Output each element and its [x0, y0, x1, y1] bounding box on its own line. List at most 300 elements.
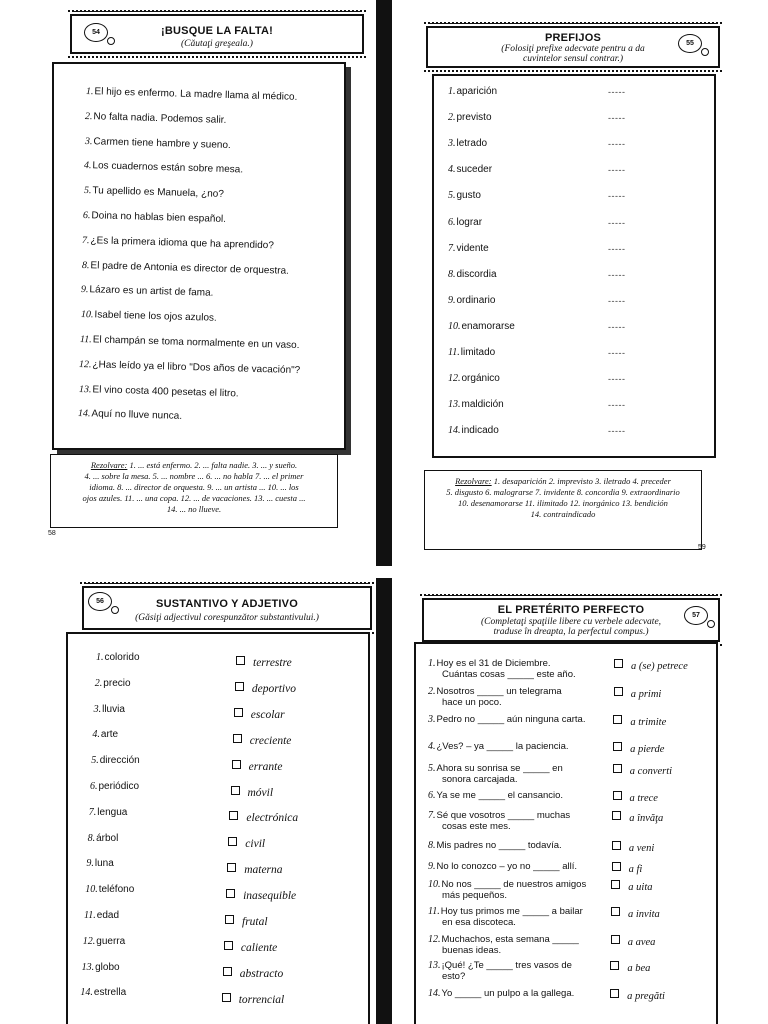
- item-text: Los cuadernos están sobre mesa.: [92, 160, 244, 176]
- answer-blank[interactable]: -----: [608, 321, 626, 332]
- answer-box: [424, 470, 702, 550]
- item-text: indicado: [461, 425, 499, 437]
- item-number: 13.: [428, 960, 441, 971]
- verb-option[interactable]: [614, 687, 662, 700]
- verb-text: a avea: [627, 937, 656, 948]
- adjective-option[interactable]: [236, 656, 292, 669]
- checkbox[interactable]: [610, 961, 619, 970]
- item-number: 11.: [448, 347, 460, 358]
- adjective-text: creciente: [249, 734, 292, 747]
- verb-text: a învăţa: [629, 813, 664, 824]
- answer-label: Rezolvare:: [455, 476, 492, 486]
- sentence-line: [428, 988, 634, 999]
- verb-text: a trimite: [630, 717, 667, 728]
- answer-line: 5. disgusto 6. malograrse 7. invidente 8. concordia 9. extraordinario: [446, 487, 680, 497]
- item-number: 3.: [93, 703, 102, 715]
- item-text: vidente: [456, 242, 489, 254]
- page-sustantivo-y-adjetivo: [0, 578, 376, 1024]
- sentence-item: [428, 988, 634, 999]
- answer-box: [50, 454, 338, 528]
- answer-blank[interactable]: -----: [608, 191, 626, 202]
- adjective-option[interactable]: [231, 786, 274, 799]
- item-number: 8.: [81, 259, 90, 271]
- verb-option[interactable]: [612, 862, 643, 875]
- item-number: 1.: [428, 658, 436, 669]
- list-item: [448, 347, 495, 358]
- verb-text: a invita: [628, 909, 660, 920]
- sentence-line: [428, 960, 634, 971]
- verb-option[interactable]: [611, 935, 656, 948]
- answer-line: 14. ... no llueve.: [166, 504, 222, 514]
- item-text: No falta nadia. Podemos salir.: [93, 111, 227, 126]
- item-text: guerra: [96, 935, 126, 947]
- checkbox[interactable]: [613, 791, 622, 800]
- adjective-text: torrencial: [238, 993, 285, 1006]
- item-number: 14.: [448, 425, 461, 437]
- checkbox[interactable]: [611, 907, 620, 916]
- adjective-option[interactable]: [233, 734, 292, 747]
- noun-item: [92, 729, 118, 740]
- item-text: precio: [103, 677, 131, 689]
- page-prefijos: [392, 0, 768, 566]
- sentence-line: [428, 741, 634, 752]
- section-title: PREFIJOS: [544, 32, 601, 44]
- item-number: 12.: [82, 935, 96, 947]
- page-badge: 57: [684, 606, 708, 625]
- item-text: Aquí no lluve nunca.: [91, 408, 183, 423]
- checkbox[interactable]: [612, 811, 621, 820]
- page-badge: 55: [678, 34, 702, 53]
- sentence-item: [428, 810, 634, 832]
- adjective-text: deportivo: [251, 682, 296, 695]
- item-number: 5.: [83, 185, 92, 197]
- item-number: 11.: [428, 906, 440, 917]
- verb-option[interactable]: [613, 764, 672, 777]
- checkbox[interactable]: [222, 993, 231, 1002]
- sentence-continuation: más pequeños.: [442, 890, 507, 901]
- adjective-text: errante: [248, 760, 283, 773]
- page-badge: 54: [84, 23, 108, 42]
- item-number: 14.: [78, 408, 91, 420]
- item-text: periódico: [98, 781, 140, 792]
- checkbox[interactable]: [227, 863, 236, 872]
- item-text: ordinario: [456, 294, 496, 306]
- item-number: 5.: [91, 755, 99, 767]
- item-number: 11.: [79, 334, 92, 346]
- item-text: ¿Has leído ya el libro "Dos años de vacación"?: [92, 359, 301, 376]
- checkbox[interactable]: [610, 989, 619, 998]
- answer-blank[interactable]: -----: [608, 269, 626, 280]
- answer-line: 14. contraindicado: [530, 509, 596, 519]
- adjective-option[interactable]: [232, 760, 283, 773]
- checkbox[interactable]: [612, 862, 621, 871]
- item-number: 5.: [428, 763, 436, 774]
- sentence-text: ¿Ves? – ya _____ la paciencia.: [436, 741, 569, 752]
- sentence-text: Yo _____ un pulpo a la gallega.: [441, 988, 575, 999]
- verb-text: a primi: [630, 689, 662, 700]
- adjective-option[interactable]: [222, 993, 285, 1006]
- sentence-item: [428, 840, 634, 851]
- item-number: 3.: [428, 714, 436, 725]
- verb-option[interactable]: [610, 961, 650, 974]
- sentence-line: [428, 840, 634, 851]
- item-number: 7.: [448, 242, 456, 254]
- adjective-option[interactable]: [224, 941, 277, 954]
- page-number: 59: [698, 544, 706, 551]
- item-text: luna: [94, 858, 114, 870]
- item-number: 12.: [79, 358, 93, 371]
- item-number: 2.: [94, 677, 103, 689]
- item-text: suceder: [456, 164, 493, 176]
- page-preterito-perfecto: [392, 578, 768, 1024]
- item-text: Lázaro es un artist de fama.: [89, 284, 214, 300]
- answer-blank[interactable]: -----: [608, 217, 626, 228]
- sentence-text: Ahora su sonrisa se _____ en: [436, 763, 563, 774]
- item-text: globo: [95, 961, 120, 973]
- verb-option[interactable]: [614, 659, 688, 672]
- item-number: 2.: [428, 686, 436, 697]
- sentence-item: [428, 686, 634, 708]
- verb-text: a bea: [627, 963, 651, 974]
- noun-item: [96, 652, 140, 663]
- sentence-line: [428, 686, 634, 697]
- sentence-continuation: cosas este mes.: [442, 821, 511, 832]
- adjective-text: civil: [245, 838, 266, 851]
- sentence-item: [428, 658, 634, 680]
- list-item: [448, 138, 487, 149]
- sentence-text: No lo conozco – yo no _____ allí.: [436, 861, 577, 872]
- list-item: [448, 190, 481, 201]
- adjective-text: móvil: [247, 786, 274, 799]
- adjective-text: caliente: [240, 941, 278, 954]
- item-number: 8.: [448, 268, 456, 280]
- checkbox[interactable]: [613, 764, 622, 773]
- title-box: [82, 586, 372, 630]
- item-number: 9.: [448, 294, 456, 306]
- sentence-line: [428, 906, 634, 917]
- item-number: 13.: [78, 383, 92, 395]
- item-number: 4.: [92, 729, 100, 741]
- verb-text: a pregăti: [627, 991, 665, 1002]
- item-text: dirección: [99, 755, 140, 767]
- list-item: [448, 269, 497, 280]
- sentence-line: [428, 934, 634, 945]
- adjective-text: electrónica: [246, 812, 299, 825]
- item-text: Doina no hablas bien español.: [91, 210, 227, 225]
- item-number: 6.: [428, 790, 436, 801]
- adjective-option[interactable]: [223, 967, 283, 980]
- section-subtitle: (Căutaţi greşeala.): [181, 39, 253, 49]
- item-text: lograr: [456, 216, 483, 228]
- adjective-option[interactable]: [235, 682, 296, 695]
- noun-item: [86, 858, 113, 869]
- checkbox[interactable]: [614, 659, 623, 668]
- adjective-text: materna: [244, 864, 283, 877]
- list-item: [448, 164, 492, 175]
- item-number: 4.: [448, 164, 456, 176]
- item-text: lluvia: [102, 703, 125, 715]
- verb-text: a converti: [629, 766, 673, 777]
- item-number: 9.: [428, 861, 436, 872]
- adjective-text: abstracto: [239, 967, 284, 980]
- sentence-item: [428, 960, 634, 982]
- item-number: 10.: [85, 884, 98, 896]
- verb-text: a uita: [628, 882, 653, 893]
- section-subtitle: (Completaţi spaţiile libere cu verbele adecvate,: [480, 617, 662, 627]
- item-text: El champán se toma normalmente en un vaso.: [92, 334, 300, 352]
- verb-text: a pierde: [630, 744, 665, 755]
- adjective-option[interactable]: [229, 811, 298, 824]
- checkbox[interactable]: [612, 841, 621, 850]
- answer-blank[interactable]: -----: [608, 400, 626, 411]
- item-number: 13.: [448, 399, 461, 411]
- list-item: [448, 295, 495, 306]
- item-number: 8.: [87, 832, 96, 844]
- sentence-continuation: sonora carcajada.: [442, 774, 518, 785]
- section-subtitle: (Folosiţi prefixe adecvate pentru a da: [501, 44, 645, 54]
- answer-blank[interactable]: -----: [608, 87, 626, 97]
- noun-item: [95, 678, 131, 689]
- title-box: [70, 14, 364, 54]
- checkbox[interactable]: [613, 715, 622, 724]
- item-number: 7.: [82, 234, 91, 247]
- sentence-line: [428, 790, 634, 801]
- item-number: 1.: [448, 86, 456, 97]
- item-number: 14.: [80, 987, 93, 999]
- noun-item: [90, 781, 139, 792]
- section-subtitle: (Găsiţi adjectivul corespunzător substantivului.): [135, 613, 319, 623]
- sentence-text: Pedro no _____ aún ninguna carta.: [436, 714, 586, 725]
- section-title: EL PRETÉRITO PERFECTO: [497, 604, 645, 616]
- list-item: [448, 217, 482, 228]
- item-text: previsto: [456, 112, 492, 124]
- answer-line: 4. ... sobre la mesa. 5. ... nombre ... 6. ... no habla 7. ... el primer: [84, 471, 304, 481]
- answer-line: idioma. 8. ... director de orquesta. 9. ... un artista ... 10. ... los: [89, 482, 299, 492]
- answer-blank[interactable]: -----: [608, 113, 626, 124]
- answer-line: 1. desaparición 2. imprevisto 3. iletrado 4. preceder: [493, 476, 671, 486]
- noun-item: [84, 910, 119, 921]
- item-number: 10.: [428, 879, 441, 890]
- item-text: El hijo es enfermo. La madre llama al médico.: [94, 86, 298, 103]
- verb-option[interactable]: [612, 811, 663, 824]
- item-number: 9.: [81, 284, 89, 296]
- answer-blank[interactable]: -----: [608, 243, 626, 254]
- page-number: 58: [48, 530, 56, 537]
- item-number: 6.: [448, 216, 456, 228]
- page-gap: [0, 566, 768, 578]
- verb-option[interactable]: [610, 989, 665, 1002]
- list-item: [448, 399, 504, 410]
- item-number: 4.: [84, 160, 92, 172]
- sentence-item: [428, 861, 634, 872]
- verb-text: a veni: [628, 843, 655, 854]
- adjective-text: escolar: [250, 708, 285, 721]
- item-text: Carmen tiene hambre y sueno.: [93, 135, 231, 151]
- item-text: El vino costa 400 pesetas el litro.: [92, 383, 239, 400]
- item-text: discordia: [456, 268, 497, 280]
- noun-item: [80, 987, 126, 998]
- item-number: 1.: [85, 86, 94, 98]
- checkbox[interactable]: [233, 734, 242, 743]
- sentence-text: Sé que vosotros _____ muchas: [436, 810, 571, 821]
- item-text: letrado: [456, 138, 488, 150]
- item-text: enamorarse: [461, 320, 515, 332]
- checkbox[interactable]: [235, 682, 244, 691]
- item-text: estrella: [93, 987, 127, 999]
- checkbox[interactable]: [226, 889, 235, 898]
- list-item: [448, 373, 500, 384]
- list-item: [448, 243, 489, 254]
- page-badge: 56: [88, 592, 112, 611]
- item-number: 2.: [85, 110, 94, 123]
- checkbox[interactable]: [613, 742, 622, 751]
- item-text: limitado: [460, 347, 496, 358]
- noun-item: [85, 884, 134, 895]
- sentence-item: [428, 763, 634, 785]
- item-number: 3.: [448, 138, 456, 150]
- noun-item: [91, 755, 140, 766]
- item-number: 7.: [428, 810, 436, 821]
- item-number: 6.: [90, 781, 98, 792]
- answer-line: 10. desenamorarse 11. ilimitado 12. inorgánico 13. bendición: [458, 498, 668, 508]
- answer-line: 1. ... está enfermo. 2. ... falta nadie. 3. ... y sueño.: [129, 460, 298, 470]
- item-number: 7.: [88, 806, 97, 818]
- sentence-line: [428, 810, 634, 821]
- sentence-item: [428, 906, 634, 928]
- item-number: 13.: [81, 961, 95, 973]
- sentence-text: No nos _____ de nuestros amigos: [441, 879, 587, 890]
- verb-option[interactable]: [611, 880, 652, 893]
- sentence-continuation: buenas ideas.: [442, 945, 502, 956]
- item-number: 10.: [448, 320, 461, 332]
- sentence-item: [428, 879, 634, 901]
- checkbox[interactable]: [225, 915, 234, 924]
- answer-blank[interactable]: -----: [608, 295, 626, 306]
- sentence-text: Mis padres no _____ todavía.: [436, 840, 562, 851]
- item-number: 2.: [448, 112, 456, 124]
- verb-option[interactable]: [612, 841, 654, 854]
- item-number: 5.: [448, 190, 456, 202]
- item-number: 3.: [84, 135, 93, 147]
- checkbox[interactable]: [232, 760, 241, 769]
- checkbox[interactable]: [611, 880, 620, 889]
- sentence-item: [428, 741, 634, 752]
- sentence-text: Hoy es el 31 de Diciembre.: [436, 658, 551, 669]
- list-item: [448, 425, 499, 436]
- item-number: 14.: [428, 988, 441, 999]
- adjective-option[interactable]: [234, 708, 285, 721]
- adjective-option[interactable]: [225, 915, 268, 928]
- item-text: teléfono: [98, 884, 135, 896]
- verb-option[interactable]: [613, 742, 664, 755]
- answer-blank[interactable]: -----: [608, 348, 626, 358]
- title-box: [426, 26, 720, 68]
- checkbox[interactable]: [234, 708, 243, 717]
- item-text: arte: [100, 729, 119, 741]
- verb-option[interactable]: [613, 791, 658, 804]
- sentence-line: [428, 879, 634, 890]
- item-text: Isabel tiene los ojos azulos.: [93, 309, 217, 324]
- sentence-continuation: Cuántas cosas _____ este año.: [442, 669, 576, 680]
- answer-blank[interactable]: -----: [608, 165, 626, 176]
- item-number: 10.: [80, 309, 94, 321]
- item-text: gusto: [456, 190, 481, 202]
- adjective-option[interactable]: [228, 837, 265, 850]
- noun-item: [83, 936, 125, 947]
- sentence-text: ¡Qué! ¿Te _____ tres vasos de: [441, 960, 572, 971]
- item-number: 11.: [84, 910, 96, 921]
- adjective-option[interactable]: [227, 863, 282, 876]
- verb-text: a trece: [629, 793, 658, 804]
- item-number: 6.: [82, 210, 91, 222]
- checkbox[interactable]: [614, 687, 623, 696]
- item-number: 9.: [86, 858, 94, 870]
- sentence-text: Hoy tus primos me _____ a bailar: [440, 906, 583, 917]
- sentence-text: Ya se me _____ el cansancio.: [436, 790, 564, 801]
- answer-line: ojos azules. 11. ... una copa. 12. ... de vacaciones. 13. ... cuesta ...: [82, 493, 306, 503]
- verb-option[interactable]: [613, 715, 666, 728]
- section-subtitle: cuvintelor sensul contrar.): [522, 54, 623, 64]
- noun-item: [82, 962, 120, 973]
- verb-text: a (se) petrece: [631, 661, 688, 672]
- item-number: 4.: [428, 741, 436, 752]
- checkbox[interactable]: [228, 837, 237, 846]
- checkbox[interactable]: [231, 786, 240, 795]
- item-text: lengua: [97, 806, 128, 818]
- item-number: 8.: [428, 840, 436, 851]
- checkbox[interactable]: [236, 656, 245, 665]
- checkbox[interactable]: [223, 967, 232, 976]
- noun-item: [89, 807, 128, 818]
- section-title: ¡BUSQUE LA FALTA!: [161, 25, 273, 37]
- sentence-text: Muchachos, esta semana _____: [441, 934, 579, 945]
- item-text: El padre de Antonia es director de orquestra.: [90, 259, 289, 277]
- section-subtitle: traduse în dreapta, la perfectul compus.): [493, 627, 649, 637]
- sentence-continuation: esto?: [442, 971, 466, 982]
- adjective-text: frutal: [242, 916, 268, 928]
- sentence-line: [428, 658, 634, 669]
- answer-blank[interactable]: -----: [608, 426, 626, 437]
- item-text: árbol: [96, 832, 119, 844]
- sentence-text: Nosotros _____ un telegrama: [436, 686, 562, 697]
- page-spine: [376, 0, 392, 1024]
- sentence-line: [428, 861, 634, 872]
- answer-blank[interactable]: -----: [608, 139, 626, 150]
- answer-label: Rezolvare:: [90, 460, 128, 470]
- list-item: [448, 86, 497, 97]
- answer-blank[interactable]: -----: [608, 374, 626, 385]
- adjective-option[interactable]: [226, 889, 296, 902]
- item-text: aparición: [456, 86, 498, 97]
- checkbox[interactable]: [224, 941, 233, 950]
- list-item: [448, 112, 492, 123]
- verb-option[interactable]: [611, 907, 660, 920]
- item-text: maldición: [461, 399, 504, 411]
- title-box: [422, 598, 720, 642]
- noun-item: [88, 833, 119, 844]
- sentence-continuation: hace un poco.: [442, 697, 502, 708]
- checkbox[interactable]: [611, 935, 620, 944]
- item-text: ¿Es la primera idioma que ha aprendido?: [90, 235, 275, 252]
- adjective-text: inasequible: [243, 890, 297, 903]
- item-number: 1.: [96, 652, 104, 663]
- item-number: 12.: [448, 373, 461, 385]
- verb-text: a fi: [628, 864, 643, 875]
- noun-item: [94, 704, 125, 715]
- checkbox[interactable]: [229, 811, 238, 820]
- item-text: edad: [96, 910, 120, 921]
- sentence-item: [428, 790, 634, 801]
